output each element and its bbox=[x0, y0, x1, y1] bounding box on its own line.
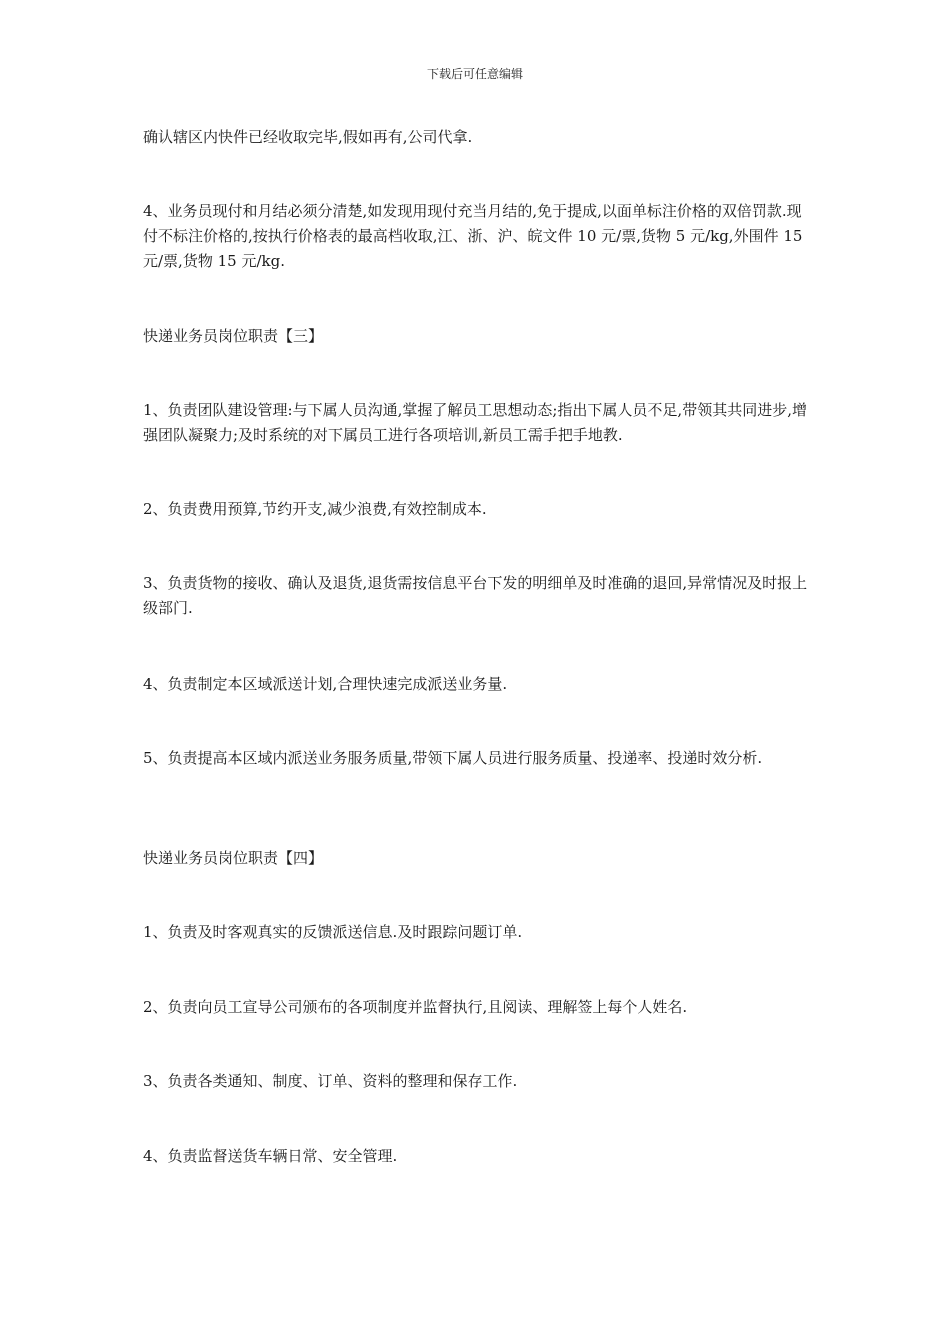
section4-item-3: 3、负责各类通知、制度、订单、资料的整理和保存工作. bbox=[143, 1072, 518, 1090]
paragraph-continuation: 确认辖区内快件已经收取完毕,假如再有,公司代拿. bbox=[143, 128, 473, 146]
section3-item-3: 3、负责货物的接收、确认及退货,退货需按信息平台下发的明细单及时准确的退回,异常情况及时报上级部门. bbox=[143, 574, 808, 617]
page-header-note: 下载后可任意编辑 bbox=[426, 67, 523, 81]
section-heading-3: 快递业务员岗位职责【三】 bbox=[143, 327, 324, 345]
section3-item-5: 5、负责提高本区域内派送业务服务质量,带领下属人员进行服务质量、投递率、投递时效分析. bbox=[143, 749, 763, 767]
section4-item-1: 1、负责及时客观真实的反馈派送信息.及时跟踪问题订单. bbox=[143, 923, 523, 941]
section3-item-1: 1、负责团队建设管理:与下属人员沟通,掌握了解员工思想动态;指出下属人员不足,带领其共同进步,增强团队凝聚力;及时系统的对下属员工进行各项培训,新员工需手把手地教. bbox=[143, 401, 807, 444]
section3-item-2: 2、负责费用预算,节约开支,减少浪费,有效控制成本. bbox=[143, 500, 487, 518]
paragraph-item-4: 4、业务员现付和月结必须分清楚,如发现用现付充当月结的,免于提成,以面单标注价格的双倍罚款.现付不标注价格的,按执行价格表的最高档收取,江、浙、沪、皖文件 10 元/票,货物 5 元/kg,外围件 15 元/票,货物 15 元/kg. bbox=[143, 202, 803, 270]
section3-item-4: 4、负责制定本区域派送计划,合理快速完成派送业务量. bbox=[143, 675, 508, 693]
section4-item-4: 4、负责监督送货车辆日常、安全管理. bbox=[143, 1147, 398, 1165]
section4-item-2: 2、负责向员工宣导公司颁布的各项制度并监督执行,且阅读、理解签上每个人姓名. bbox=[143, 998, 688, 1016]
section-heading-4: 快递业务员岗位职责【四】 bbox=[143, 849, 324, 867]
